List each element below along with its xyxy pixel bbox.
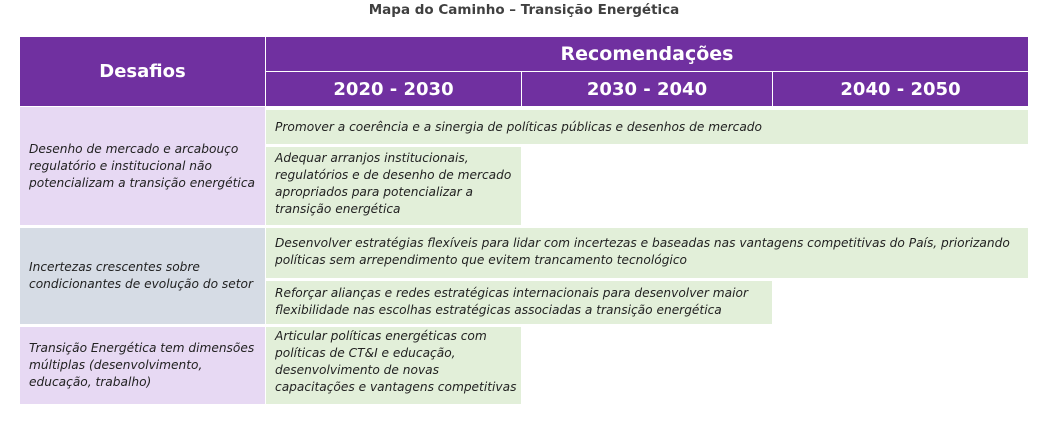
recommendation-cell xyxy=(266,327,521,404)
recommendation-text: Adequar arranjos institucionais, xyxy=(275,151,469,165)
recommendation-text: transição energética xyxy=(275,202,401,216)
recommendation-cell xyxy=(266,147,521,225)
challenge-cell-1 xyxy=(20,107,265,225)
recommendation-text: desenvolvimento de novas xyxy=(275,363,439,377)
recommendation-cell xyxy=(266,110,1028,144)
recommendation-text: flexibilidade nas escolhas estratégicas associadas a transição energética xyxy=(275,303,722,317)
period-label: 2020 - 2030 xyxy=(333,78,454,100)
recommendation-text: Promover a coerência e a sinergia de políticas públicas e desenhos de mercado xyxy=(275,119,762,134)
period-label: 2030 - 2040 xyxy=(586,78,708,100)
recommendation-text: apropriados para potencializar a xyxy=(275,185,473,199)
page-title: Mapa do Caminho – Transição Energética xyxy=(368,2,680,18)
recommendation-text: políticas de CT&I e educação, xyxy=(275,346,456,360)
header-desafios-label: Desafios xyxy=(99,61,186,82)
recommendation-text: capacitações e vantagens competitivas xyxy=(275,380,517,394)
challenge-text: educação, trabalho) xyxy=(29,375,152,389)
challenge-text: condicionantes de evolução do setor xyxy=(29,277,254,291)
challenge-cell-2 xyxy=(20,228,265,324)
period-label: 2040 - 2050 xyxy=(840,78,961,100)
recommendation-cell xyxy=(266,281,772,324)
recommendation-text: políticas sem arrependimento que evitem trancamento tecnológico xyxy=(275,253,687,267)
header-period-3 xyxy=(773,72,1028,106)
challenge-text: Incertezas crescentes sobre xyxy=(29,260,200,274)
challenge-text: múltiplas (desenvolvimento, xyxy=(29,358,203,372)
recommendation-cell xyxy=(266,228,1028,278)
header-desafios xyxy=(20,37,265,106)
header-recomendacoes-label: Recomendações xyxy=(560,43,734,65)
recommendation-text: Desenvolver estratégias flexíveis para lidar com incertezas e baseadas nas vantagens competitivas do País, priorizando xyxy=(275,236,1010,250)
challenge-text: Transição Energética tem dimensões xyxy=(29,341,255,355)
header-period-1 xyxy=(266,72,521,106)
recommendation-text: Articular políticas energéticas com xyxy=(275,329,487,343)
challenge-text: Desenho de mercado e arcabouço xyxy=(29,141,239,156)
header-period-2 xyxy=(522,72,772,106)
header-recomendacoes xyxy=(266,37,1028,71)
recommendation-text: regulatórios e de desenho de mercado xyxy=(275,168,512,182)
challenge-text: regulatório e institucional não xyxy=(29,158,212,173)
recommendation-text: Reforçar alianças e redes estratégicas internacionais para desenvolver maior xyxy=(275,286,748,300)
challenge-text: potencializam a transição energética xyxy=(29,175,255,190)
challenge-cell-3 xyxy=(20,327,265,404)
